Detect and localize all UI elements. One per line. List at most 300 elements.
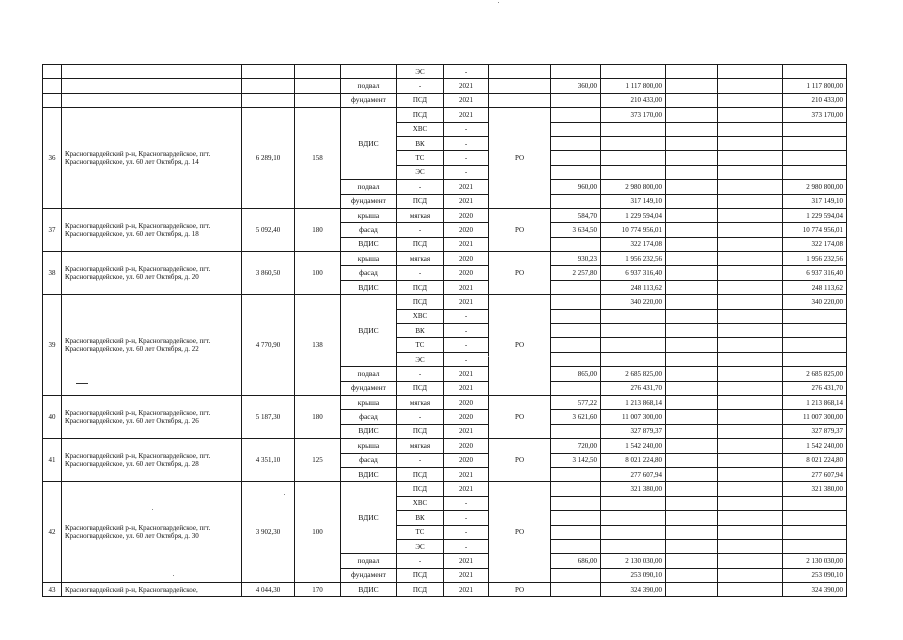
empty-cell (718, 223, 783, 237)
work-subtype: ХВС (397, 496, 444, 510)
work-volume (551, 467, 601, 481)
empty-cell (666, 496, 718, 510)
work-subtype: ПСД (397, 381, 444, 395)
work-subtype: - (397, 223, 444, 237)
work-subtype: - (397, 453, 444, 467)
work-cost: 1 542 240,00 (601, 439, 666, 453)
work-type: ВДИС (341, 280, 397, 294)
work-cost: 253 090,10 (601, 568, 666, 582)
work-volume (551, 539, 601, 553)
work-cost (601, 122, 666, 136)
work-cost: 1 229 594,04 (601, 208, 666, 222)
work-cost: 2 130 030,00 (601, 554, 666, 568)
table-row (43, 482, 847, 496)
work-volume: 720,00 (551, 439, 601, 453)
work-volume (551, 151, 601, 165)
work-year: 2021 (444, 194, 489, 208)
empty-cell (666, 367, 718, 381)
work-volume (551, 511, 601, 525)
work-subtype: ПСД (397, 237, 444, 251)
table-cell: 1 117 800,00 (601, 79, 666, 93)
executor-org: РО (489, 295, 551, 396)
work-year: - (444, 539, 489, 553)
work-year: 2020 (444, 223, 489, 237)
work-subtype: ПСД (397, 424, 444, 438)
work-volume (551, 352, 601, 366)
work-total: 322 174,08 (783, 237, 847, 251)
work-year: 2021 (444, 381, 489, 395)
empty-cell (666, 439, 718, 453)
house-number: 40 (43, 395, 62, 438)
table-cell (551, 93, 601, 107)
work-year: - (444, 151, 489, 165)
house-residents: 180 (295, 208, 341, 251)
table-cell: - (397, 79, 444, 93)
table-cell (489, 65, 551, 79)
work-total (783, 539, 847, 553)
work-subtype: ХВС (397, 309, 444, 323)
work-year: 2020 (444, 395, 489, 409)
work-type: фундамент (341, 381, 397, 395)
work-volume: 3 142,50 (551, 453, 601, 467)
work-total: 276 431,70 (783, 381, 847, 395)
table-cell (43, 79, 62, 93)
empty-cell (666, 424, 718, 438)
empty-cell (666, 295, 718, 309)
empty-cell (718, 482, 783, 496)
house-residents: 180 (295, 395, 341, 438)
work-volume: 3 634,50 (551, 223, 601, 237)
work-cost: 317 149,10 (601, 194, 666, 208)
work-volume (551, 122, 601, 136)
work-year: 2020 (444, 266, 489, 280)
work-subtype: мягкая (397, 252, 444, 266)
work-year: 2021 (444, 108, 489, 122)
scan-speck (173, 575, 174, 576)
house-address: Красногвардейский р-н, Красногвардейское, пгт. Красногвардейское, ул. 60 лет Октября, д. 22 (62, 295, 242, 396)
work-total (783, 324, 847, 338)
work-volume: 584,70 (551, 208, 601, 222)
work-year: - (444, 511, 489, 525)
work-volume (551, 280, 601, 294)
work-subtype: ПСД (397, 295, 444, 309)
work-year: - (444, 136, 489, 150)
table-cell (551, 65, 601, 79)
work-type: крыша (341, 395, 397, 409)
work-volume (551, 482, 601, 496)
work-type: ВДИС (341, 467, 397, 481)
table-cell: ПСД (397, 93, 444, 107)
work-subtype: ПСД (397, 280, 444, 294)
house-residents: 100 (295, 252, 341, 295)
work-year: 2021 (444, 482, 489, 496)
work-total: 321 380,00 (783, 482, 847, 496)
work-volume (551, 108, 601, 122)
table-cell: - (444, 65, 489, 79)
work-total: 11 007 300,00 (783, 410, 847, 424)
work-cost: 8 021 224,80 (601, 453, 666, 467)
empty-cell (666, 309, 718, 323)
empty-cell (718, 439, 783, 453)
work-year: - (444, 324, 489, 338)
table-row (43, 79, 847, 93)
work-subtype: - (397, 554, 444, 568)
table-cell: 2021 (444, 93, 489, 107)
empty-cell (718, 266, 783, 280)
work-subtype: ВК (397, 136, 444, 150)
work-year: 2021 (444, 295, 489, 309)
work-year: - (444, 309, 489, 323)
empty-cell (718, 381, 783, 395)
table-cell (62, 65, 242, 79)
house-residents: 100 (295, 482, 341, 583)
work-cost: 277 607,94 (601, 467, 666, 481)
table-cell: ЭС (397, 65, 444, 79)
empty-cell (718, 295, 783, 309)
table-row (43, 65, 847, 79)
house-residents: 170 (295, 583, 341, 597)
empty-cell (666, 280, 718, 294)
work-cost: 327 879,37 (601, 424, 666, 438)
work-volume (551, 309, 601, 323)
work-total (783, 352, 847, 366)
work-volume: 2 257,80 (551, 266, 601, 280)
work-total: 2 130 030,00 (783, 554, 847, 568)
empty-cell (718, 539, 783, 553)
work-volume (551, 338, 601, 352)
work-total: 2 980 800,00 (783, 180, 847, 194)
work-type: фасад (341, 223, 397, 237)
work-cost (601, 136, 666, 150)
work-total: 373 170,00 (783, 108, 847, 122)
table-row (43, 295, 847, 309)
work-subtype: ЭС (397, 539, 444, 553)
empty-cell (666, 453, 718, 467)
work-subtype: мягкая (397, 395, 444, 409)
empty-cell (666, 352, 718, 366)
work-year: 2020 (444, 453, 489, 467)
empty-cell (718, 352, 783, 366)
empty-cell (718, 136, 783, 150)
work-cost: 2 685 825,00 (601, 367, 666, 381)
table-cell: 1 117 800,00 (783, 79, 847, 93)
empty-cell (666, 410, 718, 424)
work-subtype: ХВС (397, 122, 444, 136)
work-volume (551, 165, 601, 179)
work-year: 2021 (444, 180, 489, 194)
work-year: - (444, 338, 489, 352)
empty-cell (666, 122, 718, 136)
house-address: Красногвардейский р-н, Красногвардейское, пгт. Красногвардейское, ул. 60 лет Октября, д. 26 (62, 395, 242, 438)
work-subtype: ПСД (397, 482, 444, 496)
empty-cell (666, 194, 718, 208)
work-year: 2021 (444, 280, 489, 294)
empty-cell (666, 583, 718, 597)
table-cell: подвал (341, 79, 397, 93)
work-year: 2021 (444, 237, 489, 251)
work-volume (551, 568, 601, 582)
table-cell: фундамент (341, 93, 397, 107)
work-cost: 6 937 316,40 (601, 266, 666, 280)
table-row (43, 583, 847, 597)
work-cost: 248 113,62 (601, 280, 666, 294)
work-volume (551, 424, 601, 438)
empty-cell (666, 108, 718, 122)
work-total: 1 229 594,04 (783, 208, 847, 222)
empty-cell (718, 165, 783, 179)
table-cell (601, 65, 666, 79)
work-subtype: ПСД (397, 108, 444, 122)
work-type: крыша (341, 208, 397, 222)
empty-cell (718, 194, 783, 208)
empty-cell (666, 180, 718, 194)
work-year: 2021 (444, 467, 489, 481)
work-total (783, 122, 847, 136)
work-total (783, 496, 847, 510)
house-residents: 125 (295, 439, 341, 482)
work-type: крыша (341, 252, 397, 266)
work-year: 2021 (444, 568, 489, 582)
table-cell (242, 79, 295, 93)
work-subtype: - (397, 410, 444, 424)
table-row (43, 395, 847, 409)
scan-speck (488, 356, 489, 357)
work-subtype: ПСД (397, 194, 444, 208)
table-cell (489, 79, 551, 93)
scan-speck (152, 509, 153, 510)
work-total: 277 607,94 (783, 467, 847, 481)
scan-dash-mark (76, 383, 88, 384)
house-area: 5 092,40 (242, 208, 295, 251)
work-cost: 373 170,00 (601, 108, 666, 122)
work-type: подвал (341, 554, 397, 568)
table-body (43, 65, 847, 597)
work-volume: 3 621,60 (551, 410, 601, 424)
work-volume (551, 583, 601, 597)
house-area: 3 860,50 (242, 252, 295, 295)
work-cost (601, 165, 666, 179)
work-type: ВДИС (341, 237, 397, 251)
empty-cell (666, 237, 718, 251)
empty-cell (718, 554, 783, 568)
work-year: - (444, 122, 489, 136)
work-total: 6 937 316,40 (783, 266, 847, 280)
work-volume (551, 237, 601, 251)
work-total (783, 151, 847, 165)
empty-cell (718, 338, 783, 352)
work-year: - (444, 352, 489, 366)
work-subtype: ПСД (397, 568, 444, 582)
work-subtype: - (397, 367, 444, 381)
work-year: 2020 (444, 208, 489, 222)
work-volume (551, 324, 601, 338)
work-year: 2021 (444, 424, 489, 438)
house-number: 37 (43, 208, 62, 251)
work-type: ВДИС (341, 295, 397, 367)
capital-repair-table (42, 64, 847, 597)
empty-cell (666, 208, 718, 222)
table-cell (242, 93, 295, 107)
work-year: - (444, 165, 489, 179)
table-cell (666, 79, 718, 93)
work-total (783, 525, 847, 539)
empty-cell (666, 482, 718, 496)
work-subtype: ВК (397, 324, 444, 338)
empty-cell (666, 338, 718, 352)
work-cost (601, 496, 666, 510)
work-cost (601, 352, 666, 366)
work-subtype: - (397, 180, 444, 194)
work-total: 324 390,00 (783, 583, 847, 597)
work-total: 1 956 232,56 (783, 252, 847, 266)
work-total: 248 113,62 (783, 280, 847, 294)
empty-cell (666, 511, 718, 525)
house-area: 3 902,30 (242, 482, 295, 583)
work-subtype: ТС (397, 525, 444, 539)
work-total: 1 542 240,00 (783, 439, 847, 453)
table-row (43, 108, 847, 122)
table-row (43, 252, 847, 266)
work-total: 1 213 868,14 (783, 395, 847, 409)
empty-cell (718, 180, 783, 194)
work-volume (551, 496, 601, 510)
table-cell: 210 433,00 (601, 93, 666, 107)
work-type: подвал (341, 367, 397, 381)
empty-cell (666, 324, 718, 338)
work-total (783, 136, 847, 150)
work-volume: 960,00 (551, 180, 601, 194)
work-cost: 2 980 800,00 (601, 180, 666, 194)
executor-org: РО (489, 583, 551, 597)
work-volume: 930,23 (551, 252, 601, 266)
work-year: 2021 (444, 554, 489, 568)
empty-cell (666, 381, 718, 395)
house-number: 43 (43, 583, 62, 597)
table-cell: 2021 (444, 79, 489, 93)
work-cost: 322 174,08 (601, 237, 666, 251)
work-cost (601, 511, 666, 525)
work-volume (551, 525, 601, 539)
empty-cell (718, 453, 783, 467)
executor-org: РО (489, 108, 551, 209)
work-volume: 686,00 (551, 554, 601, 568)
work-year: 2021 (444, 583, 489, 597)
work-subtype: ВК (397, 511, 444, 525)
work-total (783, 309, 847, 323)
work-year: 2020 (444, 410, 489, 424)
work-volume (551, 295, 601, 309)
house-area: 6 289,10 (242, 108, 295, 209)
work-total: 340 220,00 (783, 295, 847, 309)
house-address: Красногвардейский р-н, Красногвардейское, пгт. Красногвардейское, ул. 60 лет Октября, д. 20 (62, 252, 242, 295)
house-area: 5 187,30 (242, 395, 295, 438)
empty-cell (718, 208, 783, 222)
work-total (783, 511, 847, 525)
executor-org: РО (489, 395, 551, 438)
scan-speck (284, 494, 285, 495)
empty-cell (666, 568, 718, 582)
work-total: 253 090,10 (783, 568, 847, 582)
empty-cell (718, 467, 783, 481)
empty-cell (718, 525, 783, 539)
work-cost (601, 539, 666, 553)
house-residents: 138 (295, 295, 341, 396)
empty-cell (718, 237, 783, 251)
work-subtype: - (397, 266, 444, 280)
work-cost (601, 309, 666, 323)
work-cost: 276 431,70 (601, 381, 666, 395)
empty-cell (718, 108, 783, 122)
house-number: 39 (43, 295, 62, 396)
table-cell (43, 65, 62, 79)
empty-cell (718, 424, 783, 438)
work-subtype: ТС (397, 151, 444, 165)
house-area: 4 044,30 (242, 583, 295, 597)
work-subtype: ПСД (397, 583, 444, 597)
work-cost (601, 338, 666, 352)
empty-cell (718, 367, 783, 381)
work-cost: 1 956 232,56 (601, 252, 666, 266)
empty-cell (666, 151, 718, 165)
empty-cell (666, 136, 718, 150)
work-type: фундамент (341, 194, 397, 208)
work-total: 10 774 956,01 (783, 223, 847, 237)
empty-cell (666, 252, 718, 266)
house-area: 4 770,90 (242, 295, 295, 396)
work-volume: 577,22 (551, 395, 601, 409)
table-cell (295, 65, 341, 79)
house-address: Красногвардейский р-н, Красногвардейское, пгт. Красногвардейское, ул. 60 лет Октября, д. 18 (62, 208, 242, 251)
work-type: ВДИС (341, 424, 397, 438)
work-cost (601, 324, 666, 338)
house-number: 42 (43, 482, 62, 583)
work-subtype: мягкая (397, 208, 444, 222)
work-type: подвал (341, 180, 397, 194)
empty-cell (718, 511, 783, 525)
table-cell (62, 93, 242, 107)
table-cell (489, 93, 551, 107)
scan-speck (498, 2, 499, 3)
house-residents: 158 (295, 108, 341, 209)
empty-cell (718, 122, 783, 136)
empty-cell (718, 309, 783, 323)
table-cell: 210 433,00 (783, 93, 847, 107)
work-type: фундамент (341, 568, 397, 582)
work-year: - (444, 496, 489, 510)
table-cell (718, 79, 783, 93)
empty-cell (666, 525, 718, 539)
work-year: 2020 (444, 252, 489, 266)
house-address: Красногвардейский р-н, Красногвардейское, пгт. Красногвардейское, ул. 60 лет Октября, д. 14 (62, 108, 242, 209)
work-total (783, 165, 847, 179)
empty-cell (666, 554, 718, 568)
work-type: ВДИС (341, 583, 397, 597)
work-type: крыша (341, 439, 397, 453)
work-cost: 10 774 956,01 (601, 223, 666, 237)
work-cost: 324 390,00 (601, 583, 666, 597)
work-total: 2 685 825,00 (783, 367, 847, 381)
house-number: 41 (43, 439, 62, 482)
table-cell (666, 65, 718, 79)
table-row (43, 439, 847, 453)
empty-cell (718, 568, 783, 582)
empty-cell (718, 151, 783, 165)
work-year: 2021 (444, 367, 489, 381)
empty-cell (666, 467, 718, 481)
house-address: Красногвардейский р-н, Красногвардейское, (62, 583, 242, 597)
executor-org: РО (489, 208, 551, 251)
empty-cell (718, 583, 783, 597)
